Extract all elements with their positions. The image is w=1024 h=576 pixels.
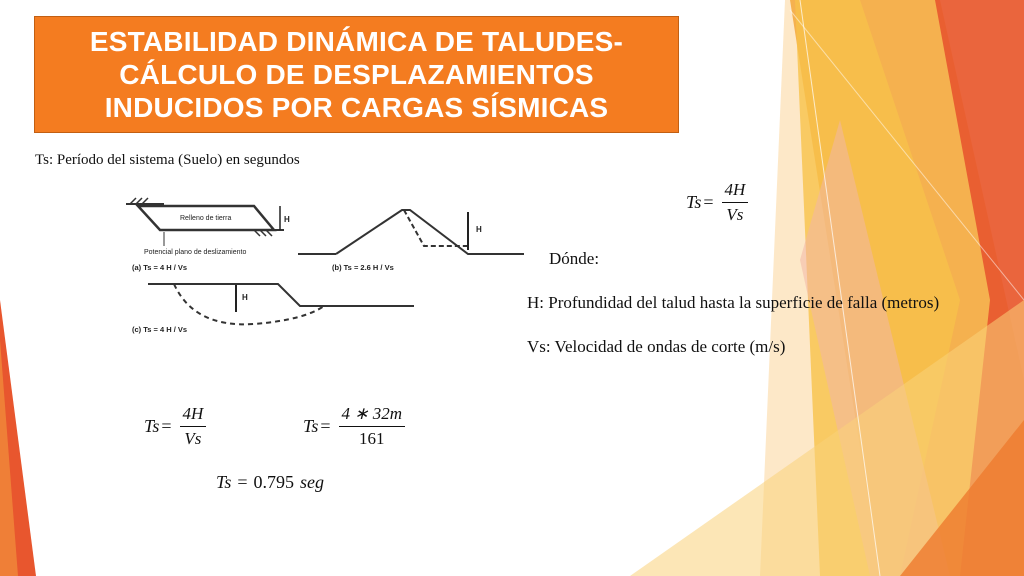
formula-general-numerator: 4H [180,404,207,427]
formula-main [686,180,748,225]
formula-result-eq: = [237,472,248,492]
h-label-c: H [242,293,248,302]
formula-main-lhs: Ts [686,192,702,212]
case-a-label: (a) Ts = 4 H / Vs [132,263,188,272]
slope-diagram [124,188,524,348]
formula-general-eq: = [161,416,172,436]
formula-substituted-denominator: 161 [359,429,385,448]
title-line-2: CÁLCULO DE DESPLAZAMIENTOS [119,59,594,90]
ts-definition: Ts: Período del sistema (Suelo) en segundos [35,152,300,168]
formula-result-unit: seg [300,472,325,492]
slope-profile-b [336,210,524,254]
title-line-3: INDUCIDOS POR CARGAS SÍSMICAS [104,92,609,123]
formula-substituted-fraction [339,404,406,449]
formula-general-lhs: Ts [144,416,160,436]
title-box [34,16,679,133]
h-label-a: H [284,215,290,224]
failure-surface-c [174,284,324,324]
formula-result-value: 0.795 [253,472,295,492]
h-label-b: H [476,225,482,234]
donde-label: Dónde: [549,249,600,268]
diagram-case-a [126,198,290,272]
formula-substituted-lhs: Ts [303,416,319,436]
formula-substituted-numerator: 4 ∗ 32m [339,404,406,427]
formula-general-denominator: Vs [184,429,202,448]
h-definition: H: Profundidad del talud hasta la superficie de falla (metros) [527,293,940,312]
formula-substituted-eq: = [320,416,331,436]
failure-surface-b [404,210,468,246]
formula-result [216,472,324,493]
formula-general-fraction [180,404,207,449]
slope-profile-c [148,284,414,306]
vs-definition: Vs: Velocidad de ondas de corte (m/s) [527,337,786,356]
formula-result-lhs: Ts [216,472,232,492]
formula-general [144,404,206,449]
diagram-case-c [132,284,414,334]
formula-main-denominator: Vs [726,205,744,224]
case-c-label: (c) Ts = 4 H / Vs [132,325,188,334]
formula-main-eq: = [703,192,714,212]
plano-label: Potencial plano de deslizamiento [144,249,247,256]
title-line-1: ESTABILIDAD DINÁMICA DE TALUDES- [89,26,624,57]
formula-substituted [303,404,405,449]
case-b-label: (b) Ts = 2.6 H / Vs [332,263,394,272]
relleno-label: Relleno de tierra [180,215,232,222]
formula-main-numerator: 4H [722,180,749,203]
formula-main-fraction [722,180,749,225]
diagram-case-b [298,210,524,272]
